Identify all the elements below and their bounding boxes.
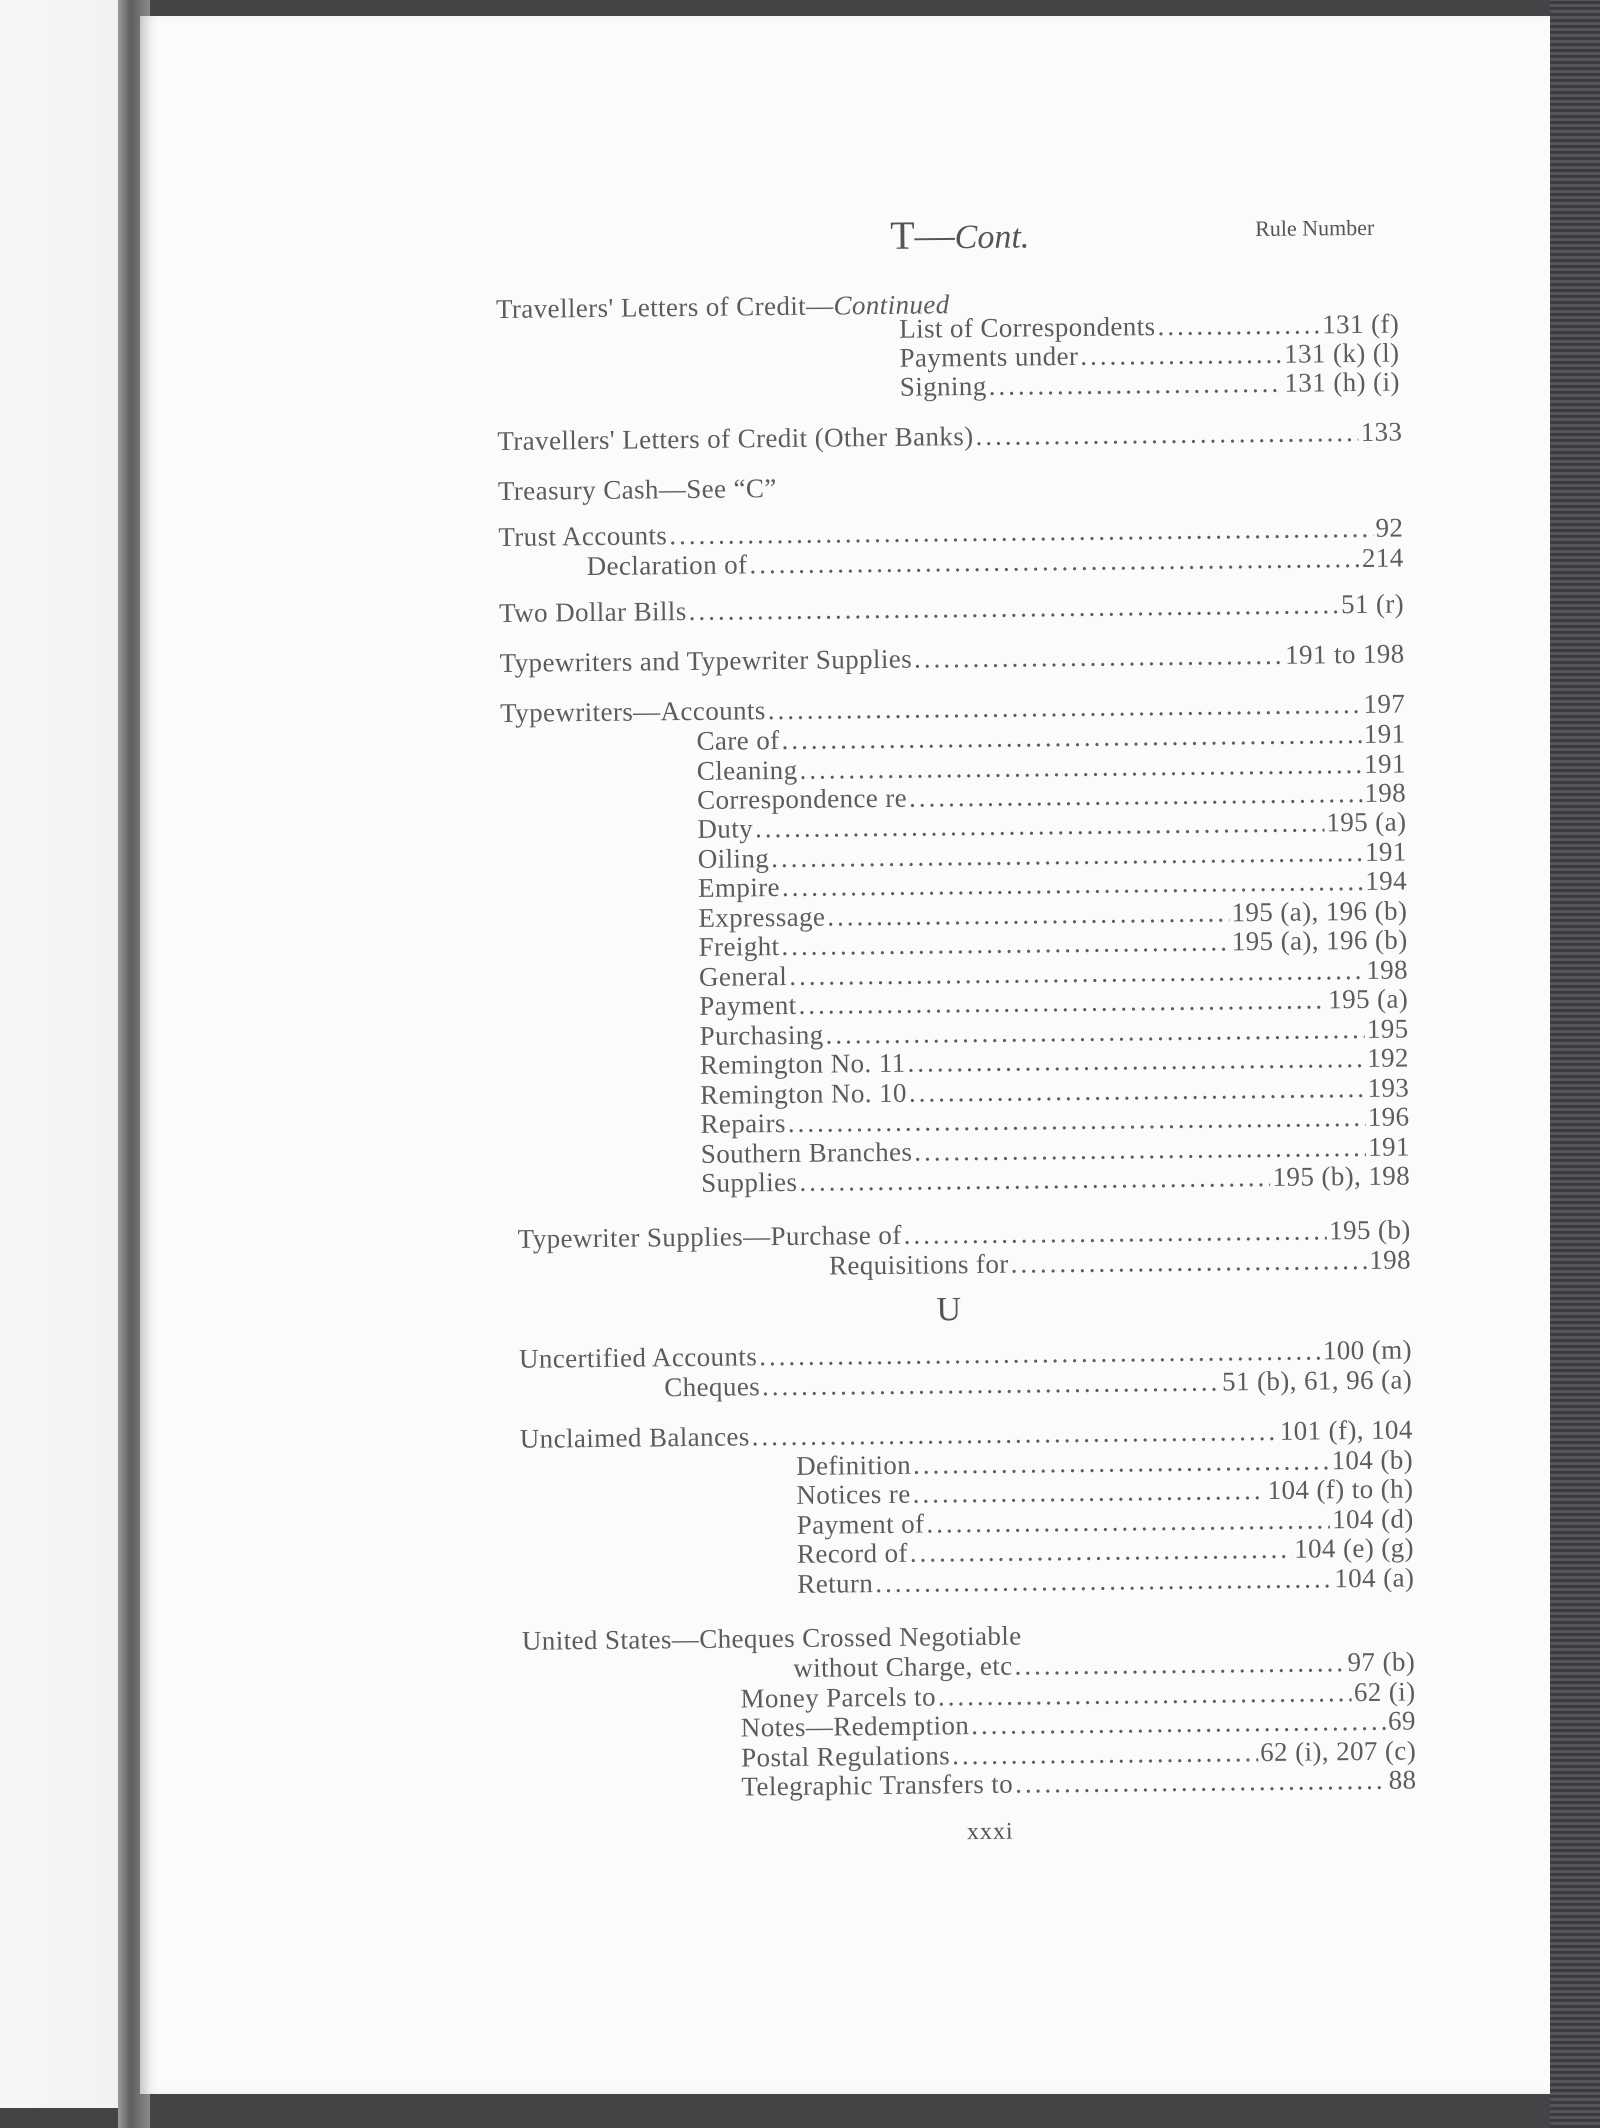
- book-cover-edge: [1550, 0, 1600, 2128]
- index-subentry: Southern Branches ..... 191: [701, 1131, 1410, 1168]
- index-subentry: List of Correspondents ..... 131 (f): [899, 309, 1399, 344]
- index-entry: Typewriters and Typewriter Supplies ..... 191 to 198: [500, 638, 1405, 677]
- index-subentry: Remington No. 10 ..... 193: [700, 1072, 1409, 1109]
- index-subentry: Cheques ..... 51 (b), 61, 96 (a): [664, 1364, 1412, 1402]
- page-number: xxxi: [966, 1818, 1014, 1846]
- index-subentry: Freight ..... 195 (a), 196 (b): [699, 924, 1408, 961]
- index-subentry: Return ..... 104 (a): [797, 1562, 1414, 1598]
- index-entry: Treasury Cash—See “C”: [497, 473, 777, 506]
- index-page: [140, 16, 1550, 2094]
- index-subentry: Repairs ..... 196: [700, 1101, 1409, 1138]
- index-subentry: Payment ..... 195 (a): [699, 983, 1408, 1020]
- left-page-edge: [0, 0, 132, 2108]
- index-subentry: Telegraphic Transfers to ..... 88: [741, 1764, 1416, 1801]
- index-entry: United States—Cheques Crossed Negotiable: [521, 1620, 1022, 1656]
- index-subentry: Definition ..... 104 (b): [796, 1444, 1413, 1480]
- index-subentry: Payments under ..... 131 (k) (l): [899, 338, 1399, 373]
- index-entry: Travellers' Letters of Credit (Other Banks) ..... 133: [497, 417, 1402, 456]
- index-entry: Typewriters—Accounts ..... 197: [500, 688, 1405, 727]
- section-letter: U: [936, 1291, 962, 1329]
- index-subentry: Payment of ..... 104 (d): [797, 1503, 1414, 1539]
- index-subentry: Care of ..... 191: [696, 718, 1405, 755]
- index-subentry: Money Parcels to ..... 62 (i): [740, 1676, 1415, 1713]
- index-entry: Two Dollar Bills ..... 51 (r): [499, 589, 1404, 628]
- index-subentry: Supplies ..... 195 (b), 198: [701, 1160, 1410, 1197]
- heading-letter: T—: [889, 212, 955, 258]
- index-subentry: Record of ..... 104 (e) (g): [797, 1532, 1414, 1568]
- page-heading: [890, 210, 1030, 258]
- index-subentry: Oiling ..... 191: [698, 836, 1407, 873]
- index-subentry: Purchasing ..... 195: [699, 1013, 1408, 1050]
- heading-cont: Cont.: [954, 218, 1030, 257]
- index-subentry: without Charge, etc ..... 97 (b): [793, 1646, 1415, 1683]
- index-subentry: Postal Regulations ..... 62 (i), 207 (c): [741, 1735, 1416, 1772]
- index-subentry: Signing ..... 131 (h) (i): [900, 367, 1400, 402]
- index-entry: Uncertified Accounts ..... 100 (m): [519, 1334, 1412, 1373]
- index-subentry: Empire ..... 194: [698, 865, 1407, 902]
- index-subentry: Remington No. 11 ..... 192: [700, 1042, 1409, 1079]
- index-subentry: Requisitions for ..... 198: [829, 1244, 1411, 1280]
- index-subentry: Duty ..... 195 (a): [697, 806, 1406, 843]
- rule-number-label: Rule Number: [1255, 214, 1375, 242]
- index-heading: Travellers' Letters of Credit—Continued: [495, 289, 950, 324]
- index-entry: Trust Accounts ..... 92: [498, 513, 1403, 552]
- index-subentry: Correspondence re ..... 198: [697, 777, 1406, 814]
- index-subentry: Notes—Redemption ..... 69: [741, 1705, 1416, 1742]
- index-subentry: Cleaning ..... 191: [697, 748, 1406, 785]
- index-subentry: General ..... 198: [699, 954, 1408, 991]
- index-subentry: Notices re ..... 104 (f) to (h): [796, 1473, 1413, 1509]
- index-subentry: Declaration of ..... 214: [587, 543, 1404, 582]
- index-entry: Unclaimed Balances ..... 101 (f), 104: [520, 1414, 1413, 1453]
- index-entry: Typewriter Supplies—Purchase of ..... 195 (b): [518, 1214, 1411, 1253]
- index-content: [495, 206, 1431, 1846]
- index-subentry: Expressage ..... 195 (a), 196 (b): [698, 895, 1407, 932]
